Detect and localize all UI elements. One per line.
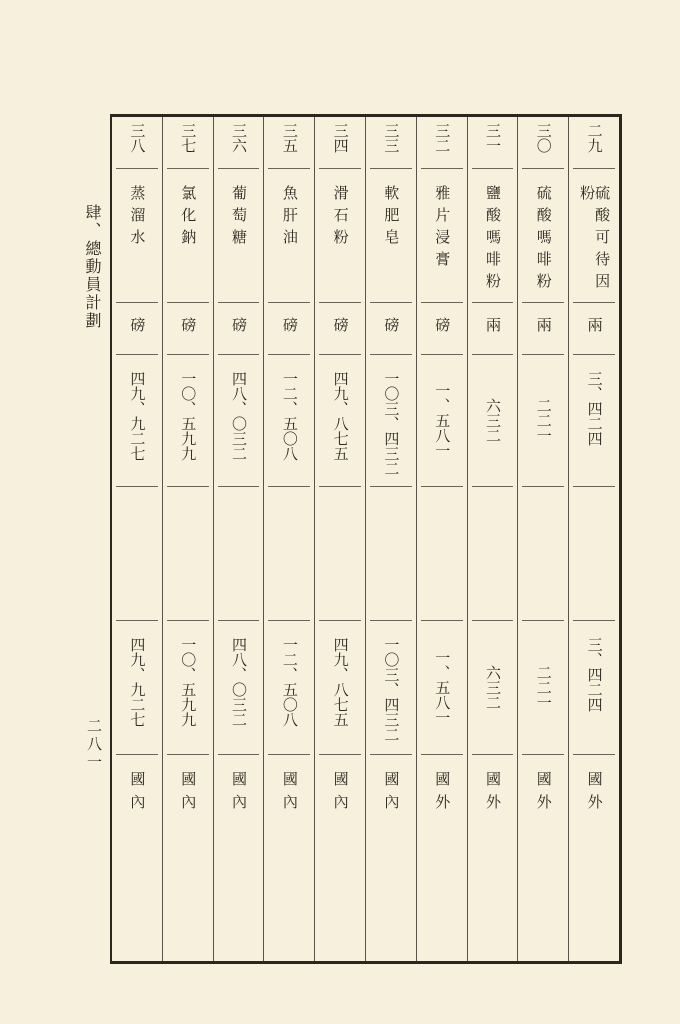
item-number: 三一 [484,123,502,153]
item-unit: 磅 [382,317,401,332]
item-quantity-total: 一〇三、四三二 [382,637,401,742]
item-number: 三七 [179,123,198,153]
item-source: 國外 [534,771,553,817]
table-row [517,117,568,961]
item-quantity: 一〇、五九九 [179,371,198,461]
section-title: 肆、總動員計劃 [83,204,102,330]
item-source: 國內 [179,771,198,817]
table-row [314,117,365,961]
item-name: 魚肝油 [280,185,299,251]
empty-cell [573,487,615,621]
item-name: 氯化鈉 [179,185,198,251]
item-unit: 兩 [585,317,604,332]
empty-cell [116,487,158,621]
empty-cell [472,487,514,621]
item-source: 國內 [128,771,147,817]
item-unit: 磅 [230,317,249,332]
item-unit: 磅 [433,317,452,332]
item-name: 硫酸可待因粉 [578,185,612,295]
item-name: 硫酸嗎啡粉 [534,185,553,295]
item-unit: 磅 [331,317,350,332]
item-name: 雅片浸膏 [433,185,452,273]
empty-cell [421,487,463,621]
item-source: 國內 [230,771,249,817]
empty-cell [218,487,260,621]
item-quantity: 一、五八一 [433,383,452,458]
item-number: 三二 [433,123,452,153]
item-source: 國內 [280,771,299,817]
item-quantity: 一〇三、四三二 [382,371,401,476]
empty-cell [370,487,412,621]
item-unit: 磅 [128,317,147,332]
page-number: 二八一 [85,718,103,772]
item-source: 國內 [382,771,401,817]
table-row [365,117,416,961]
item-quantity: 六三二 [484,398,502,443]
item-name: 軟肥皂 [382,185,401,251]
item-quantity: 二二一 [534,398,553,443]
item-unit: 兩 [534,317,553,332]
table-row [467,117,518,961]
item-quantity: 四九、八七五 [331,371,350,461]
item-number: 三六 [230,123,249,153]
item-quantity-total: 四九、九二七 [128,637,147,727]
materials-table [110,114,622,964]
item-quantity: 一二、五〇八 [280,371,299,461]
table-row [416,117,467,961]
item-name: 鹽酸嗎啡粉 [484,185,502,295]
item-number: 三三 [382,123,401,153]
item-quantity-total: 四九、八七五 [331,637,350,727]
item-unit: 磅 [280,317,299,332]
item-unit: 磅 [179,317,198,332]
item-source: 國外 [433,771,452,817]
item-quantity-total: 一〇、五九九 [179,637,198,727]
table-row [568,117,619,961]
table-row [162,117,213,961]
table-row [213,117,264,961]
item-source: 國內 [331,771,350,817]
item-name: 滑石粉 [331,185,350,251]
table-row [112,117,162,961]
item-number: 三四 [331,123,350,153]
item-number: 三五 [280,123,299,153]
item-unit: 兩 [484,317,502,332]
item-number: 二九 [585,123,604,153]
item-name: 蒸溜水 [128,185,147,251]
item-quantity-total: 一二、五〇八 [280,637,299,727]
item-source: 國外 [484,771,502,817]
item-quantity: 三、四二四 [585,371,604,446]
item-number: 三八 [128,123,147,153]
item-quantity-total: 二二一 [534,665,553,710]
item-quantity-total: 三、四二四 [585,637,604,712]
item-source: 國外 [585,771,604,817]
empty-cell [268,487,310,621]
item-quantity: 四九、九二七 [128,371,147,461]
item-quantity-total: 四八、〇三二 [230,637,249,727]
empty-cell [522,487,564,621]
item-name: 葡萄糖 [230,185,249,251]
empty-cell [167,487,209,621]
table-row [263,117,314,961]
item-quantity: 四八、〇三二 [230,371,249,461]
item-quantity-total: 六三二 [484,665,502,710]
empty-cell [319,487,361,621]
item-quantity-total: 一、五八一 [433,650,452,725]
item-number: 三〇 [534,123,553,153]
